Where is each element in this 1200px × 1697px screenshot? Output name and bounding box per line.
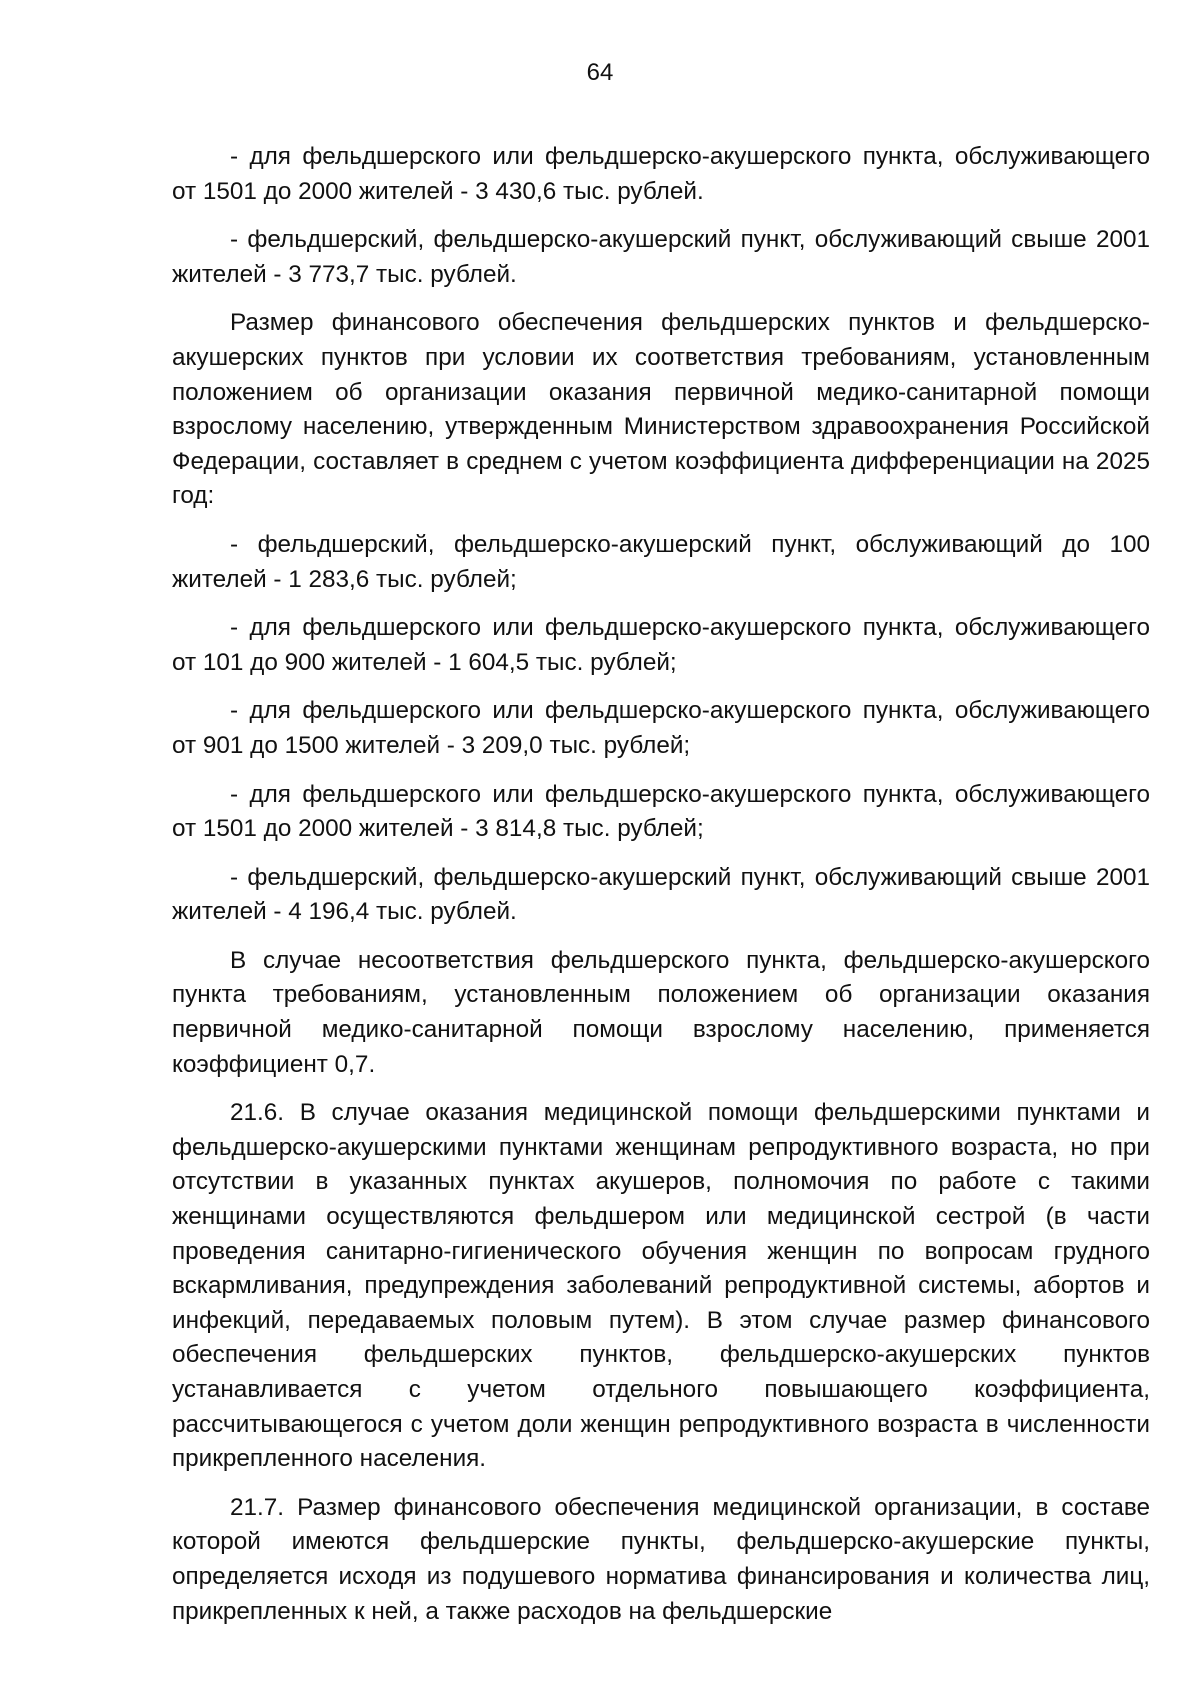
- paragraph-fap-901-1500: - для фельдшерского или фельдшерско-акушерского пункта, обслуживающего от 901 до 1500 жителей - 3 209,0 тыс. рублей;: [172, 697, 1150, 759]
- paragraph-fap-up-to-100: - фельдшерский, фельдшерско-акушерский пункт, обслуживающий до 100 жителей - 1 283,6 тыс. рублей;: [172, 530, 1150, 593]
- paragraph-fap-over-2001: - фельдшерский, фельдшерско-акушерский пункт, обслуживающий свыше 2001 жителей - 4 196,4 тыс. рублей.: [172, 863, 1150, 926]
- paragraph-fap-1501-2000-prev: - для фельдшерского или фельдшерско-акушерского пункта, обслуживающего от 1501 до 2000 жителей - 3 430,6 тыс. рублей.: [172, 143, 1150, 205]
- paragraph-section-21-7: 21.7. Размер финансового обеспечения медицинской организации, в составе которой имеются фельдшерские пункты, фельдшерско-акушерские пункты, определяется исходя из подушевого норматива финансирования и количества лиц, прикрепленных к ней, а также расходов на фельдшерские: [172, 1493, 1150, 1625]
- paragraph-fap-1501-2000: - для фельдшерского или фельдшерско-акушерского пункта, обслуживающего от 1501 до 2000 жителей - 3 814,8 тыс. рублей;: [172, 780, 1150, 843]
- paragraph-non-compliance-coefficient: В случае несоответствия фельдшерского пункта, фельдшерско-акушерского пункта требованиям, установленным положением об организации оказания первичной медико-санитарной помощи взрослому населению, применяется коэффициент 0,7.: [172, 946, 1150, 1078]
- paragraph-fap-101-900: - для фельдшерского или фельдшерско-акушерского пункта, обслуживающего от 101 до 900 жителей - 1 604,5 тыс. рублей;: [172, 614, 1150, 676]
- paragraph-fap-over-2001-prev: - фельдшерский, фельдшерско-акушерский пункт, обслуживающий свыше 2001 жителей - 3 773,7 тыс. рублей.: [172, 226, 1150, 288]
- page-number: 64: [586, 59, 614, 86]
- document-body: [172, 140, 1150, 1643]
- paragraph-section-21-6: 21.6. В случае оказания медицинской помощи фельдшерскими пунктами и фельдшерско-акушерскими пунктами женщинам репродуктивного возраста, но при отсутствии в указанных пунктах акушеров, полномочия по работе с такими женщинами осуществляются фельдшером или медицинской сестрой (в части проведения санитарно-гигиенического обучения женщин по вопросам грудного вскармливания, предупреждения заболеваний репродуктивной системы, абортов и инфекций, передаваемых половым путем). В этом случае размер финансового обеспечения фельдшерских пунктов, фельдшерско-акушерских пунктов устанавливается с учетом отдельного повышающего коэффициента, рассчитывающегося с учетом доли женщин репродуктивного возраста в численности прикрепленного населения.: [172, 1099, 1150, 1473]
- paragraph-financing-size-2025: Размер финансового обеспечения фельдшерских пунктов и фельдшерско-акушерских пунктов при условии их соответствия требованиям, установленным положением об организации оказания первичной медико-санитарной помощи взрослому населению, утвержденным Министерством здравоохранения Российской Федерации, составляет в среднем с учетом коэффициента дифференциации на 2025 год:: [172, 309, 1150, 510]
